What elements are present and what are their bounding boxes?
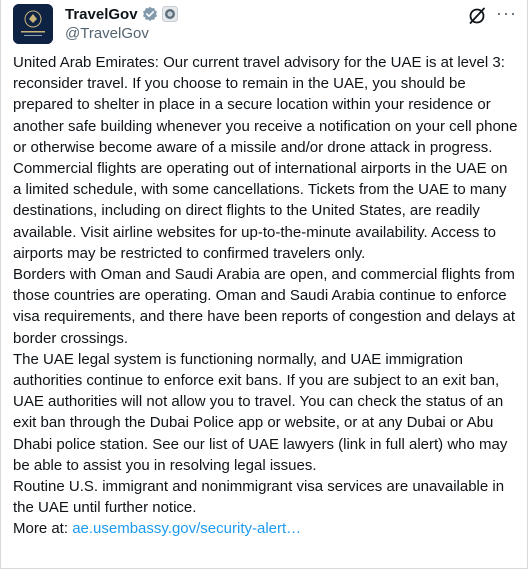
us-state-department-seal-icon <box>13 4 53 44</box>
grok-icon[interactable] <box>467 6 487 26</box>
verified-badge-icon[interactable] <box>142 6 158 22</box>
author-display-name[interactable]: TravelGov <box>65 5 138 23</box>
seal-badge-icon[interactable] <box>162 6 178 22</box>
author-handle[interactable]: @TravelGov <box>65 25 149 42</box>
more-at-prefix: More at: <box>13 520 73 538</box>
post-header <box>13 4 182 44</box>
more-at-line <box>13 518 519 539</box>
post-paragraph: Routine U.S. immigrant and nonimmigrant visa services are unavailable in the UAE until further notice. <box>13 478 505 517</box>
more-icon[interactable]: ··· <box>496 3 517 23</box>
post-paragraph: The UAE legal system is functioning normally, and UAE immigration authorities continue to enforce exit bans. If you are subject to an exit ban, UAE authorities will not allow you to travel. You can check the status of an exit ban through the Dubai Police app or website, or at any Dubai or Abu Dhabi police station. See our list of UAE lawyers (link in full alert) who may be able to assist you in resolving legal issues. <box>13 350 508 474</box>
name-row <box>65 5 182 23</box>
author-names <box>65 4 182 42</box>
post-paragraph: United Arab Emirates: Our current travel advisory for the UAE is at level 3: reconsider travel. If you choose to remain in the UAE, you should be prepared to shelter in place in a secure location within your residence or another safe building whenever you receive a notification on your cell phone or otherwise become aware of a missile and/or drone attack in progress. Commercial flights are operating out of international airports in the UAE on a limited schedule, with some cancellations. Tickets from the UAE to many destinations, including on direct flights to the United States, are readily available. Visit airline websites for up-to-the-minute availability. Access to airports may be restricted to confirmed travelers only. <box>13 54 518 262</box>
avatar[interactable] <box>13 4 53 44</box>
post-paragraph: Borders with Oman and Saudi Arabia are open, and commercial flights from those countries are operating. Oman and Saudi Arabia continue to enforce visa requirements, and there have been reports of congestion and delays at border crossings. <box>13 266 515 347</box>
post-text <box>13 52 519 540</box>
security-alert-link[interactable]: ae.usembassy.gov/security-alert… <box>72 520 302 538</box>
